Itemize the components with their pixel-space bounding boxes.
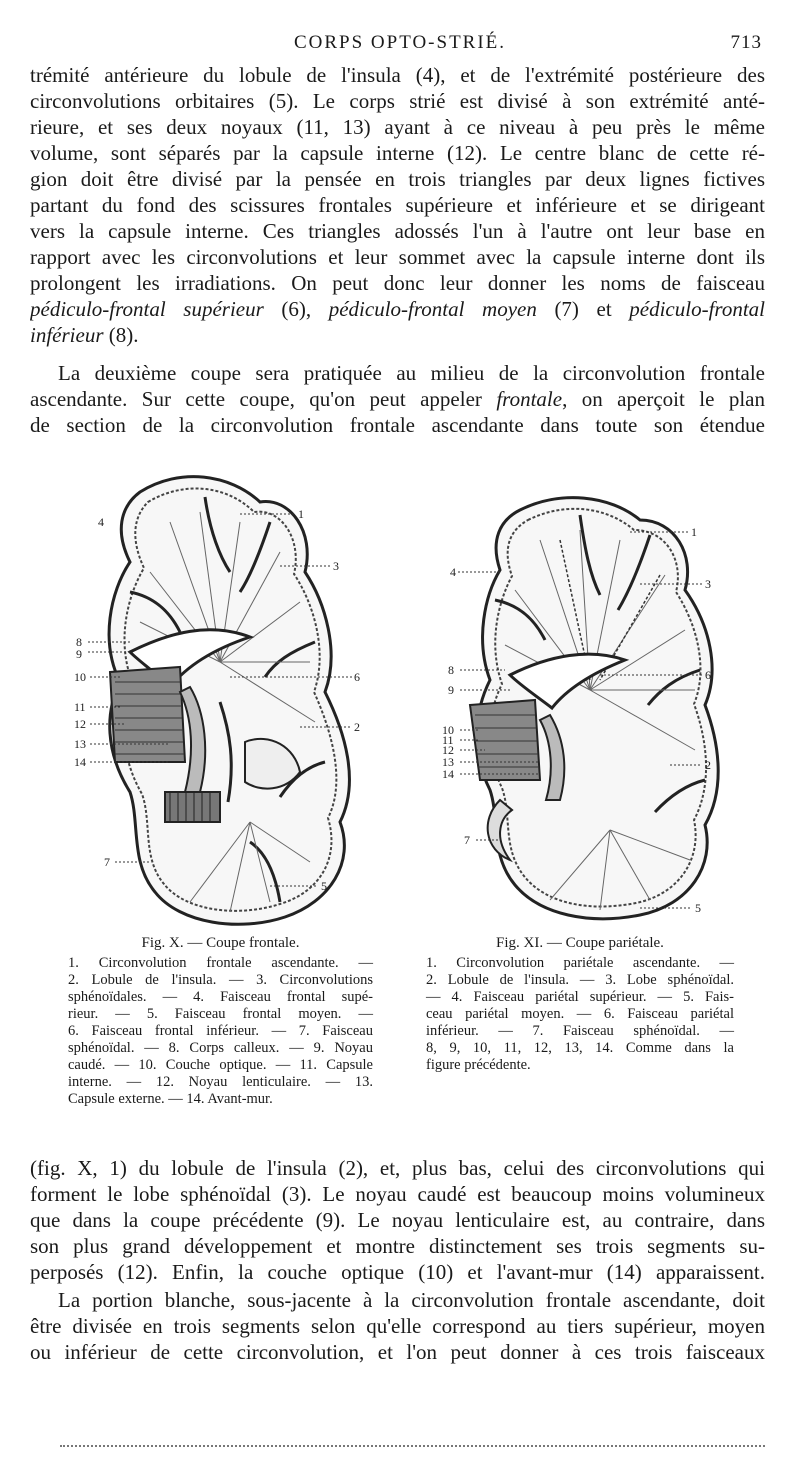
caption-line: 8, 9, 10, 11, 12, 13, 14. Comme dans la bbox=[426, 1040, 734, 1056]
caption-line: sphénoïdal. — 8. Corps calleux. — 9. Noyau bbox=[68, 1040, 373, 1056]
text-line: que dans la coupe précédente (9). Le noyau lenticulaire est, au contraire, dans bbox=[30, 1208, 765, 1232]
fig-x-label: 5 bbox=[321, 879, 327, 893]
caption-line: rieur. — 5. Faisceau frontal moyen. — bbox=[68, 1006, 373, 1022]
caption-line: caudé. — 10. Couche optique. — 11. Capsule bbox=[68, 1057, 373, 1073]
text-line: ou inférieur de cette circonvolution, et l'on peut donner à ces trois faisceaux bbox=[30, 1340, 765, 1364]
caption-line: 2. Lobule de l'insula. — 3. Lobe sphénoïdal. bbox=[426, 972, 734, 988]
italic-term: pédiculo-frontal supérieur bbox=[30, 297, 264, 321]
text-line: gion doit être divisé par la pensée en trois triangles par deux lignes fictives bbox=[30, 167, 765, 191]
italic-term: pédiculo-frontal moyen bbox=[328, 297, 537, 321]
caption-line: 6. Faisceau frontal inférieur. — 7. Faisceau bbox=[68, 1023, 373, 1039]
fig-x-label: 9 bbox=[76, 647, 82, 661]
inline-text: (6), bbox=[263, 297, 329, 321]
inline-text: , on aperçoit le plan bbox=[562, 387, 765, 411]
text-line: rapport avec les circonvolutions et leur sommet avec la capsule interne dont ils bbox=[30, 245, 765, 269]
fig-x-label: 2 bbox=[354, 720, 360, 734]
fig-xi-label: 3 bbox=[705, 577, 711, 591]
italic-term: frontale bbox=[496, 387, 563, 411]
fig-x-label: 8 bbox=[76, 635, 82, 649]
caption-line: interne. — 12. Noyau lenticulaire. — 13. bbox=[68, 1074, 373, 1090]
fig-x-label: 10 bbox=[74, 670, 86, 684]
fig-x-label: 7 bbox=[104, 855, 110, 869]
caption-line: 2. Lobule de l'insula. — 3. Circonvolutions bbox=[68, 972, 373, 988]
top-paragraph bbox=[30, 62, 765, 348]
fig-xi-label: 13 bbox=[442, 755, 454, 769]
text-line-mixed bbox=[30, 386, 765, 412]
text-line: partant du fond des scissures frontales supérieure et inférieure et se dirigeant bbox=[30, 193, 765, 217]
caption-line: 1. Circonvolution pariétale ascendante. — bbox=[426, 955, 734, 971]
inline-text: (7) et bbox=[536, 297, 630, 321]
text-line: son plus grand développement et montre distinctement ses trois segments su- bbox=[30, 1234, 765, 1258]
fig-xi-label: 9 bbox=[448, 683, 454, 697]
fig-x-label: 12 bbox=[74, 717, 86, 731]
text-line: vers la capsule interne. Ces triangles adossés l'un à l'autre ont leur base en bbox=[30, 219, 765, 243]
fig-xi-label: 7 bbox=[464, 833, 470, 847]
caption-line: — 4. Faisceau pariétal supérieur. — 5. Fais- bbox=[426, 989, 734, 1005]
text-line: rieure, et ses deux noyaux (11, 13) ayant à ce niveau à peu près le même bbox=[30, 115, 765, 139]
fig-xi-label: 10 bbox=[442, 723, 454, 737]
text-line: forment le lobe sphénoïdal (3). Le noyau caudé est beaucoup moins volumineux bbox=[30, 1182, 765, 1206]
figure-x-illustration bbox=[70, 462, 370, 932]
fig-x-label: 4 bbox=[98, 515, 104, 529]
inline-text: ascendante. Sur cette coupe, qu'on peut appeler bbox=[30, 387, 497, 411]
fig-x-label: 6 bbox=[354, 670, 360, 684]
caption-line: figure précédente. bbox=[426, 1057, 531, 1073]
fig-x-label: 14 bbox=[74, 755, 86, 769]
bottom-paragraph bbox=[30, 1155, 765, 1285]
text-line: prolongent les irradiations. On peut donc leur donner les noms de faisceau bbox=[30, 271, 765, 295]
fig-xi-label: 11 bbox=[442, 733, 454, 747]
running-head-title: CORPS OPTO-STRIÉ. bbox=[293, 32, 507, 53]
brain-section-parietal-drawing bbox=[440, 480, 740, 930]
fig-x-label: 13 bbox=[74, 737, 86, 751]
caption-line: Capsule externe. — 14. Avant-mur. bbox=[68, 1091, 273, 1107]
brain-section-frontal-drawing bbox=[70, 462, 370, 932]
final-paragraph bbox=[30, 1287, 765, 1365]
caption-line: sphénoïdales. — 4. Faisceau frontal supé- bbox=[68, 989, 373, 1005]
text-line-mixed bbox=[30, 296, 765, 322]
text-line: de section de la circonvolution frontale ascendante dans toute son étendue bbox=[30, 413, 765, 437]
italic-term: inférieur bbox=[30, 323, 104, 347]
figure-x-title: Fig. X. — Coupe frontale. bbox=[141, 935, 300, 951]
text-line: perposés (12). Enfin, la couche optique (10) et l'avant-mur (14) apparaissent. bbox=[30, 1260, 765, 1284]
text-line: (fig. X, 1) du lobule de l'insula (2), et, plus bas, celui des circonvolutions qui bbox=[30, 1156, 765, 1180]
italic-term: pédiculo-frontal bbox=[629, 297, 765, 321]
page-number: 713 bbox=[730, 32, 762, 53]
figure-xi-illustration bbox=[440, 480, 740, 930]
text-line-mixed bbox=[30, 322, 765, 348]
fig-xi-label: 8 bbox=[448, 663, 454, 677]
text-line: volume, sont séparés par la capsule interne (12). Le centre blanc de cette ré- bbox=[30, 141, 765, 165]
caption-line: 1. Circonvolution frontale ascendante. — bbox=[68, 955, 373, 971]
fig-xi-label: 14 bbox=[442, 767, 454, 781]
fig-xi-label: 6 bbox=[705, 668, 711, 682]
inline-text: (8). bbox=[103, 323, 139, 347]
fig-xi-label: 4 bbox=[450, 565, 456, 579]
fig-xi-label: 2 bbox=[705, 758, 711, 772]
fig-xi-label: 1 bbox=[691, 525, 697, 539]
caption-line: ceau pariétal moyen. — 6. Faisceau pariétal bbox=[426, 1006, 734, 1022]
bottom-dotted-rule bbox=[60, 1445, 765, 1447]
fig-x-label: 11 bbox=[74, 700, 86, 714]
text-line: La deuxième coupe sera pratiquée au milieu de la circonvolution frontale bbox=[58, 361, 765, 385]
text-line: La portion blanche, sous-jacente à la circonvolution frontale ascendante, doit bbox=[58, 1288, 765, 1312]
fig-xi-label: 12 bbox=[442, 743, 454, 757]
text-line: circonvolutions orbitaires (5). Le corps strié est divisé à son extrémité anté- bbox=[30, 89, 765, 113]
fig-xi-label: 5 bbox=[695, 901, 701, 915]
text-line: être divisée en trois segments selon qu'elle correspond au tiers supérieur, moyen bbox=[30, 1314, 765, 1338]
caption-line: inférieur. — 7. Faisceau sphénoïdal. — bbox=[426, 1023, 734, 1039]
figure-xi-caption bbox=[426, 935, 734, 1074]
text-line: trémité antérieure du lobule de l'insula (4), et de l'extrémité postérieure des bbox=[30, 63, 765, 87]
second-paragraph bbox=[30, 360, 765, 438]
fig-x-label: 1 bbox=[298, 507, 304, 521]
figure-x-caption bbox=[68, 935, 373, 1108]
running-head bbox=[30, 30, 770, 56]
fig-x-label: 3 bbox=[333, 559, 339, 573]
figure-xi-title: Fig. XI. — Coupe pariétale. bbox=[496, 935, 664, 951]
